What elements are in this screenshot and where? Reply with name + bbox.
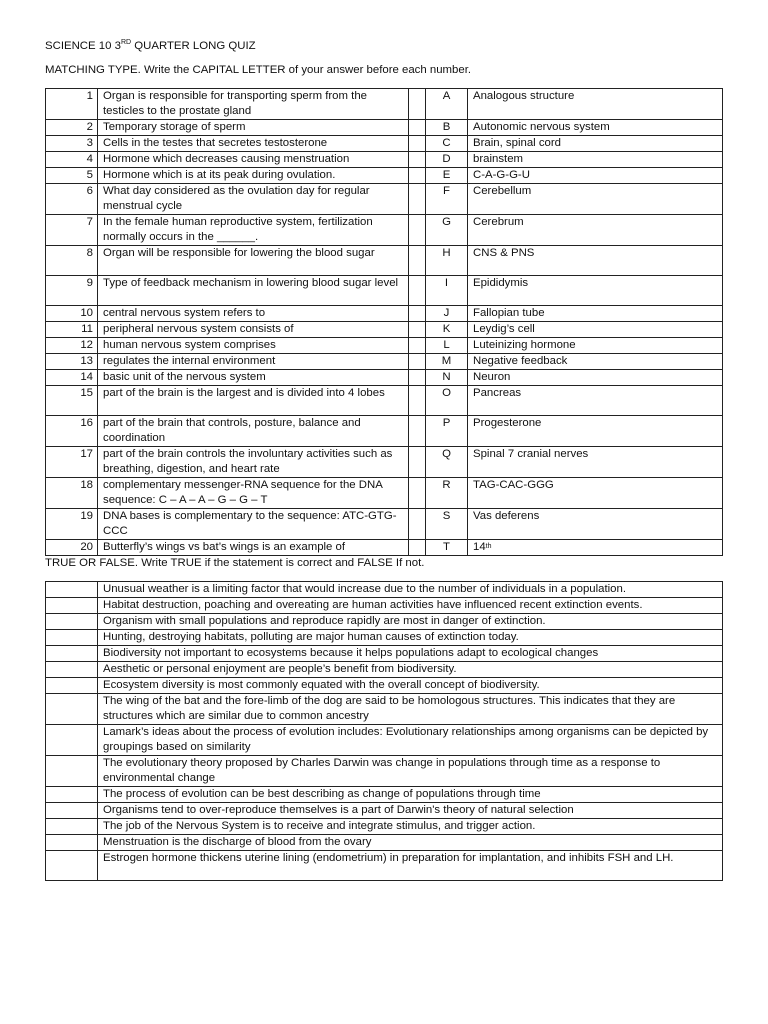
matching-row — [46, 120, 723, 136]
title-superscript: RD — [120, 39, 132, 46]
statement-text: The evolutionary theory proposed by Charles Darwin was change in populations through time as a response to environmental change — [98, 756, 723, 787]
choice-letter — [426, 168, 468, 184]
choice-text-label: Analogous structure — [473, 90, 575, 102]
choice-text — [468, 540, 723, 556]
choice-text-label: 14 — [473, 541, 486, 553]
question-text — [98, 184, 409, 215]
item-number — [46, 120, 98, 136]
item-number — [46, 338, 98, 354]
question-text-label: What day considered as the ovulation day for regular menstrual cycle — [103, 185, 370, 212]
choice-letter-label: O — [442, 387, 451, 399]
answer-blank[interactable] — [409, 120, 426, 136]
choice-letter-label: I — [444, 277, 449, 289]
choice-letter — [426, 478, 468, 509]
choice-letter-label: A — [442, 90, 451, 102]
choice-letter — [426, 370, 468, 386]
answer-blank[interactable] — [46, 694, 98, 725]
question-text-label: part of the brain controls the involuntary activities such as breathing, digestion, and heart rate — [103, 448, 393, 475]
answer-blank[interactable] — [409, 215, 426, 246]
choice-text-label: Vas deferens — [473, 510, 540, 522]
choice-text-label: Fallopian tube — [473, 307, 545, 319]
question-text — [98, 322, 409, 338]
matching-row — [46, 276, 723, 306]
title-text: SCIENCE 10 3 — [45, 40, 121, 52]
truefalse-row — [46, 835, 723, 851]
truefalse-row — [46, 851, 723, 881]
question-text-label: DNA bases is complementary to the sequence: ATC-GTG-CCC — [103, 510, 397, 537]
choice-letter — [426, 246, 468, 276]
question-text — [98, 416, 409, 447]
question-text-label: human nervous system comprises — [103, 339, 276, 351]
item-number — [46, 540, 98, 556]
choice-text — [468, 184, 723, 215]
choice-letter — [426, 184, 468, 215]
truefalse-row — [46, 694, 723, 725]
answer-blank[interactable] — [409, 276, 426, 306]
matching-row — [46, 386, 723, 416]
choice-letter — [426, 276, 468, 306]
answer-blank[interactable] — [409, 540, 426, 556]
choice-text — [468, 447, 723, 478]
item-number — [46, 509, 98, 540]
choice-letter-label: M — [441, 355, 452, 367]
question-text — [98, 478, 409, 509]
question-text-label: Hormone which is at its peak during ovulation. — [103, 169, 336, 181]
statement-text: Biodiversity not important to ecosystems because it helps populations adapt to ecological changes — [98, 646, 723, 662]
item-number-label: 11 — [81, 323, 93, 335]
choice-letter-label: R — [442, 479, 451, 491]
question-text — [98, 338, 409, 354]
choice-letter — [426, 215, 468, 246]
choice-letter — [426, 540, 468, 556]
choice-letter-label: K — [442, 323, 451, 335]
choice-text — [468, 215, 723, 246]
truefalse-row — [46, 756, 723, 787]
choice-letter — [426, 416, 468, 447]
statement-text: The job of the Nervous System is to receive and integrate stimulus, and trigger action. — [98, 819, 723, 835]
question-text-label: Organ will be responsible for lowering the blood sugar — [103, 247, 375, 259]
question-text-label: basic unit of the nervous system — [103, 371, 266, 383]
truefalse-table — [45, 581, 723, 881]
choice-letter-label: P — [442, 417, 451, 429]
matching-row — [46, 322, 723, 338]
item-number-label: 8 — [86, 247, 93, 259]
item-number — [46, 152, 98, 168]
truefalse-row — [46, 582, 723, 598]
question-text-label: In the female human reproductive system, fertilization normally occurs in the ______. — [103, 216, 373, 243]
answer-blank[interactable] — [46, 614, 98, 630]
choice-letter — [426, 322, 468, 338]
item-number-label: 4 — [86, 153, 93, 165]
item-number — [46, 386, 98, 416]
answer-blank[interactable] — [409, 370, 426, 386]
answer-blank[interactable] — [409, 447, 426, 478]
question-text-label: regulates the internal environment — [103, 355, 276, 367]
answer-blank[interactable] — [409, 509, 426, 540]
item-number — [46, 89, 98, 120]
statement-text: Organism with small populations and reproduce rapidly are most in danger of extinction. — [98, 614, 723, 630]
choice-text-label: CNS & PNS — [473, 247, 535, 259]
choice-letter — [426, 136, 468, 152]
truefalse-row — [46, 646, 723, 662]
answer-blank[interactable] — [409, 386, 426, 416]
choice-text-label: Pancreas — [473, 387, 522, 399]
choice-text-label: Autonomic nervous system — [473, 121, 610, 133]
choice-text — [468, 152, 723, 168]
choice-letter-label: D — [442, 153, 451, 165]
answer-blank[interactable] — [46, 646, 98, 662]
answer-blank[interactable] — [46, 819, 98, 835]
item-number — [46, 168, 98, 184]
answer-blank[interactable] — [409, 136, 426, 152]
item-number — [46, 322, 98, 338]
item-number-label: 15 — [80, 387, 93, 399]
item-number-label: 1 — [86, 90, 93, 102]
question-text-label: complementary messenger-RNA sequence for the DNA sequence: C – A – A – G – G – T — [103, 479, 383, 506]
choice-text-label: Neuron — [473, 371, 511, 383]
statement-text: Organisms tend to over-reproduce themselves is a part of Darwin's theory of natural selection — [98, 803, 723, 819]
choice-letter-label: J — [443, 307, 450, 319]
item-number-label: 12 — [80, 339, 93, 351]
choice-text — [468, 354, 723, 370]
question-text — [98, 276, 409, 306]
question-text — [98, 246, 409, 276]
choice-superscript: th — [485, 543, 492, 550]
item-number — [46, 370, 98, 386]
matching-row — [46, 184, 723, 215]
item-number — [46, 478, 98, 509]
answer-blank[interactable] — [46, 678, 98, 694]
choice-text — [468, 246, 723, 276]
choice-text-label: brainstem — [473, 153, 524, 165]
question-text-label: Organ is responsible for transporting sperm from the testicles to the prostate gland — [103, 90, 367, 117]
question-text-label: Temporary storage of sperm — [103, 121, 246, 133]
answer-blank[interactable] — [409, 306, 426, 322]
truefalse-row — [46, 630, 723, 646]
statement-text: Unusual weather is a limiting factor that would increase due to the number of individuals in a population. — [98, 582, 723, 598]
item-number — [46, 416, 98, 447]
item-number-label: 5 — [86, 169, 93, 181]
question-text — [98, 152, 409, 168]
item-number-label: 10 — [80, 307, 93, 319]
question-text — [98, 447, 409, 478]
item-number — [46, 246, 98, 276]
choice-letter-label: Q — [442, 448, 451, 460]
matching-row — [46, 509, 723, 540]
choice-text-label: C-A-G-G-U — [473, 169, 530, 181]
choice-text — [468, 386, 723, 416]
matching-row — [46, 168, 723, 184]
item-number-label: 14 — [80, 371, 93, 383]
choice-letter — [426, 89, 468, 120]
choice-text-label: Negative feedback — [473, 355, 568, 367]
choice-text-label: Leydig’s cell — [473, 323, 535, 335]
truefalse-row — [46, 662, 723, 678]
question-text-label: Hormone which decreases causing menstruation — [103, 153, 350, 165]
statement-text: Menstruation is the discharge of blood from the ovary — [98, 835, 723, 851]
choice-text — [468, 89, 723, 120]
answer-blank[interactable] — [409, 322, 426, 338]
item-number — [46, 354, 98, 370]
matching-row — [46, 338, 723, 354]
answer-blank[interactable] — [409, 416, 426, 447]
statement-text: Aesthetic or personal enjoyment are people’s benefit from biodiversity. — [98, 662, 723, 678]
statement-text: Hunting, destroying habitats, polluting are major human causes of extinction today. — [98, 630, 723, 646]
choice-letter — [426, 354, 468, 370]
answer-blank[interactable] — [46, 582, 98, 598]
statement-text: The process of evolution can be best describing as change of populations through time — [98, 787, 723, 803]
truefalse-row — [46, 678, 723, 694]
answer-blank[interactable] — [46, 725, 98, 756]
truefalse-row — [46, 725, 723, 756]
matching-row — [46, 215, 723, 246]
question-text — [98, 120, 409, 136]
item-number-label: 9 — [86, 277, 93, 289]
question-text — [98, 306, 409, 322]
choice-text-label: Cerebellum — [473, 185, 532, 197]
item-number-label: 17 — [80, 448, 93, 460]
choice-text-label: Luteinizing hormone — [473, 339, 576, 351]
choice-letter-label: B — [442, 121, 451, 133]
question-text — [98, 89, 409, 120]
question-text — [98, 386, 409, 416]
item-number-label: 16 — [80, 417, 93, 429]
answer-blank[interactable] — [409, 184, 426, 215]
item-number — [46, 215, 98, 246]
matching-row — [46, 370, 723, 386]
question-text-label: part of the brain is the largest and is divided into 4 lobes — [103, 387, 385, 399]
matching-row — [46, 540, 723, 556]
item-number-label: 13 — [80, 355, 93, 367]
question-text-label: Butterfly’s wings vs bat’s wings is an example of — [103, 541, 346, 553]
matching-row — [46, 447, 723, 478]
choice-text — [468, 322, 723, 338]
truefalse-row — [46, 598, 723, 614]
statement-text: Ecosystem diversity is most commonly equated with the overall concept of biodiversity. — [98, 678, 723, 694]
statement-text: The wing of the bat and the fore-limb of the dog are said to be homologous structures. This indicates that they are structures which are similar due to common ancestry — [98, 694, 723, 725]
answer-blank[interactable] — [409, 354, 426, 370]
truefalse-row — [46, 819, 723, 835]
question-text-label: part of the brain that controls, posture, balance and coordination — [103, 417, 361, 444]
question-text-label: Cells in the testes that secretes testosterone — [103, 137, 328, 149]
item-number-label: 18 — [80, 479, 93, 491]
question-text — [98, 354, 409, 370]
matching-row — [46, 354, 723, 370]
choice-text — [468, 478, 723, 509]
answer-blank[interactable] — [46, 630, 98, 646]
question-text — [98, 136, 409, 152]
answer-blank[interactable] — [409, 478, 426, 509]
choice-letter — [426, 509, 468, 540]
choice-letter-label: F — [443, 185, 450, 197]
choice-text — [468, 338, 723, 354]
item-number-label: 2 — [86, 121, 93, 133]
matching-row — [46, 136, 723, 152]
truefalse-instructions: TRUE OR FALSE. Write TRUE if the statement is correct and FALSE If not. — [45, 557, 425, 569]
choice-text — [468, 306, 723, 322]
item-number-label: 19 — [80, 510, 93, 522]
choice-letter — [426, 152, 468, 168]
answer-blank[interactable] — [46, 662, 98, 678]
item-number — [46, 276, 98, 306]
choice-letter — [426, 386, 468, 416]
choice-letter-label: H — [442, 247, 451, 259]
matching-row — [46, 306, 723, 322]
item-number-label: 6 — [86, 185, 93, 197]
choice-text — [468, 168, 723, 184]
choice-letter — [426, 447, 468, 478]
question-text — [98, 215, 409, 246]
item-number — [46, 184, 98, 215]
choice-text — [468, 509, 723, 540]
matching-row — [46, 416, 723, 447]
choice-text-label: Cerebrum — [473, 216, 524, 228]
item-number — [46, 136, 98, 152]
answer-blank[interactable] — [46, 851, 98, 881]
choice-text-label: Progesterone — [473, 417, 542, 429]
choice-letter-label: T — [443, 541, 450, 553]
item-number — [46, 306, 98, 322]
choice-letter — [426, 306, 468, 322]
choice-letter-label: L — [443, 339, 450, 351]
quiz-title — [45, 40, 256, 52]
answer-blank[interactable] — [409, 152, 426, 168]
truefalse-row — [46, 803, 723, 819]
answer-blank[interactable] — [46, 598, 98, 614]
choice-letter-label: C — [442, 137, 451, 149]
choice-text — [468, 120, 723, 136]
choice-text — [468, 416, 723, 447]
choice-text — [468, 276, 723, 306]
matching-instructions: MATCHING TYPE. Write the CAPITAL LETTER of your answer before each number. — [45, 64, 472, 76]
choice-letter-label: S — [442, 510, 451, 522]
truefalse-row — [46, 787, 723, 803]
choice-text — [468, 136, 723, 152]
question-text-label: Type of feedback mechanism in lowering blood sugar level — [103, 277, 399, 289]
question-text-label: peripheral nervous system consists of — [103, 323, 294, 335]
choice-text — [468, 370, 723, 386]
answer-blank[interactable] — [46, 803, 98, 819]
answer-blank[interactable] — [409, 246, 426, 276]
statement-text: Estrogen hormone thickens uterine lining (endometrium) in preparation for implantation, and inhibits FSH and LH. — [98, 851, 723, 881]
item-number — [46, 447, 98, 478]
title-text-suffix: QUARTER LONG QUIZ — [131, 40, 256, 52]
question-text — [98, 540, 409, 556]
choice-letter-label: E — [442, 169, 451, 181]
truefalse-row — [46, 614, 723, 630]
answer-blank[interactable] — [409, 89, 426, 120]
choice-letter-label: N — [442, 371, 451, 383]
question-text — [98, 509, 409, 540]
answer-blank[interactable] — [46, 756, 98, 787]
answer-blank[interactable] — [46, 835, 98, 851]
choice-text-label: Brain, spinal cord — [473, 137, 562, 149]
choice-text-label: Epididymis — [473, 277, 529, 289]
choice-text-label: TAG-CAC-GGG — [473, 479, 554, 491]
choice-letter — [426, 120, 468, 136]
question-text-label: central nervous system refers to — [103, 307, 266, 319]
answer-blank[interactable] — [409, 168, 426, 184]
item-number-label: 3 — [86, 137, 93, 149]
matching-row — [46, 246, 723, 276]
question-text — [98, 370, 409, 386]
answer-blank[interactable] — [46, 787, 98, 803]
item-number-label: 20 — [80, 541, 93, 553]
question-text — [98, 168, 409, 184]
statement-text: Habitat destruction, poaching and overeating are human activities have influenced recent extinction events. — [98, 598, 723, 614]
choice-letter — [426, 338, 468, 354]
matching-row — [46, 152, 723, 168]
matching-table — [45, 88, 723, 556]
statement-text: Lamark’s ideas about the process of evolution includes: Evolutionary relationships among organisms can be depicted by groupings based on similarity — [98, 725, 723, 756]
answer-blank[interactable] — [409, 338, 426, 354]
matching-row — [46, 89, 723, 120]
choice-letter-label: G — [442, 216, 451, 228]
item-number-label: 7 — [86, 216, 93, 228]
choice-text-label: Spinal 7 cranial nerves — [473, 448, 589, 460]
matching-row — [46, 478, 723, 509]
